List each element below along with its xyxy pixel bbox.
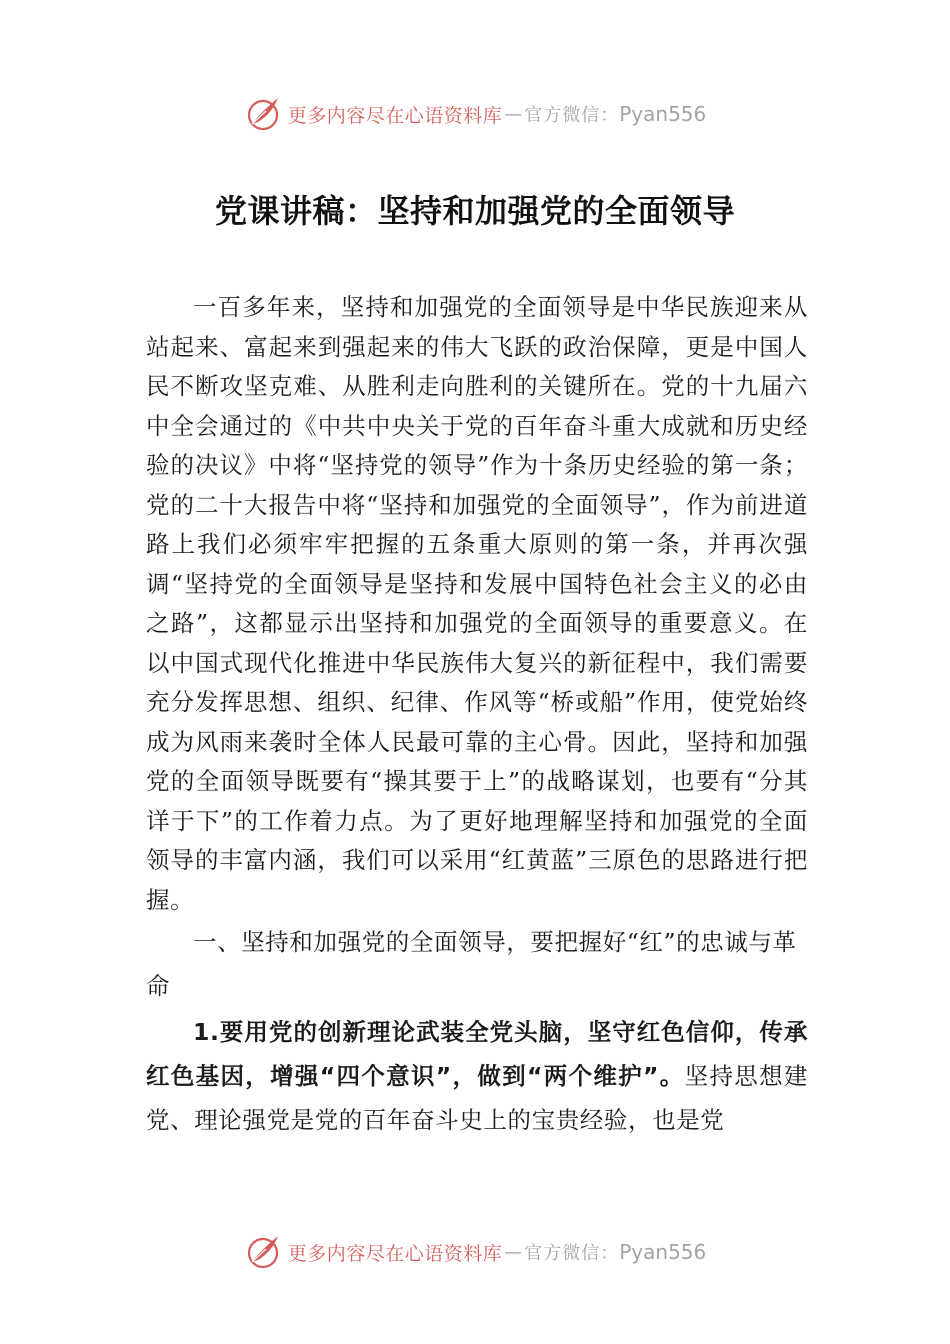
point-1-lead: 1.要用党的创新理论武装全党头脑，坚守红色信仰，传承红色基因，增强“四个意识”，做到“两个维护”。 (146, 1018, 808, 1090)
document-body (146, 288, 808, 1142)
point-1-body: 坚持思想建党、理论强党是党的百年奋斗史上的宝贵经验，也是党 (146, 1062, 808, 1134)
watermark-wechat-label: 官方微信： (524, 1243, 620, 1264)
watermark-footer (0, 1232, 950, 1272)
watermark-wechat-id: Pyan556 (619, 102, 707, 126)
watermark-wechat-label: 官方微信： (524, 105, 620, 126)
quill-pen-logo-icon (244, 1232, 284, 1272)
watermark-wechat-id: Pyan556 (619, 1240, 707, 1264)
document-title: 党课讲稿：坚持和加强党的全面领导 (214, 192, 735, 230)
watermark-dash: — (504, 1241, 523, 1263)
intro-paragraph: 一百多年来，坚持和加强党的全面领导是中华民族迎来从站起来、富起来到强起来的伟大飞跃的政治保障，更是中国人民不断攻坚克难、从胜利走向胜利的关键所在。党的十九届六中全会通过的《中共中央关于党的百年奋斗重大成就和历史经验的决议》中将“坚持党的领导”作为十条历史经验的第一条；党的二十大报告中将“坚持和加强党的全面领导”，作为前进道路上我们必须牢牢把握的五条重大原则的第一条，并再次强调“坚持党的全面领导是坚持和发展中国特色社会主义的必由之路”，这都显示出坚持和加强党的全面领导的重要意义。在以中国式现代化推进中华民族伟大复兴的新征程中，我们需要充分发挥思想、组织、纪律、作风等“桥或船”作用，使党始终成为风雨来袭时全体人民最可靠的主心骨。因此，坚持和加强党的全面领导既要有“操其要于上”的战略谋划，也要有“分其详于下”的工作着力点。为了更好地理解坚持和加强党的全面领导的丰富内涵，我们可以采用“红黄蓝”三原色的思路进行把握。 (146, 293, 808, 914)
watermark-header (0, 94, 950, 134)
watermark-dash: — (504, 103, 523, 125)
watermark-site-text: 更多内容尽在心语资料库 (287, 104, 503, 127)
quill-pen-logo-icon (244, 94, 284, 134)
point-1-paragraph (146, 1010, 808, 1142)
watermark-site-text: 更多内容尽在心语资料库 (287, 1242, 503, 1265)
section-1-heading: 一、坚持和加强党的全面领导，要把握好“红”的忠诚与革命 (146, 928, 797, 1000)
